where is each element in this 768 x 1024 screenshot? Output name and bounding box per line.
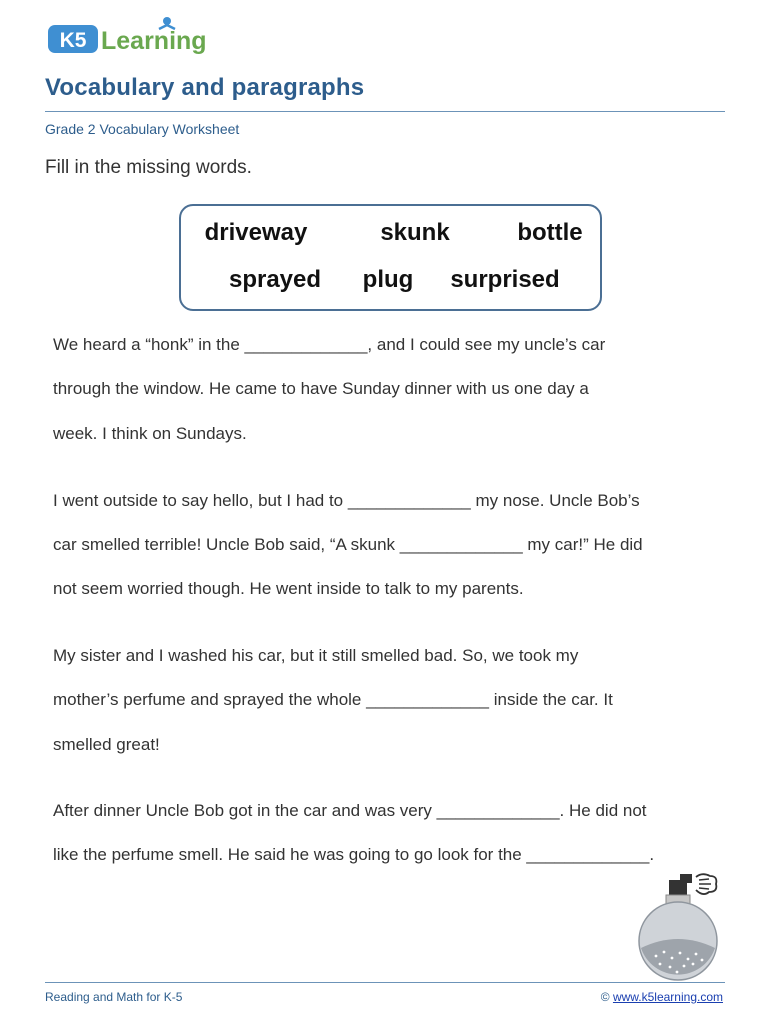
title-divider xyxy=(45,111,725,112)
footer-link-area xyxy=(601,990,723,1004)
word-bank-item: skunk xyxy=(380,219,450,246)
paragraph-line: through the window. He came to have Sunday dinner with us one day a xyxy=(53,379,589,398)
logo-learning-text: Learning xyxy=(101,27,207,55)
word-bank-item: bottle xyxy=(517,219,583,246)
paragraph-line: My sister and I washed his car, but it still smelled bad. So, we took my xyxy=(53,646,579,665)
footer-divider xyxy=(45,982,725,983)
word-bank-item: driveway xyxy=(204,219,308,246)
word-bank xyxy=(179,204,602,311)
perfume-bottle-icon xyxy=(630,868,722,982)
page-subtitle: Grade 2 Vocabulary Worksheet xyxy=(45,121,240,137)
paragraph-line: like the perfume smell. He said he was going to go look for the _____________. xyxy=(53,845,655,864)
logo-k5-text: K5 xyxy=(59,29,87,52)
paragraph-line: car smelled terrible! Uncle Bob said, “A skunk _____________ my car!” He did xyxy=(53,535,643,554)
paragraph-line: not seem worried though. He went inside to talk to my parents. xyxy=(53,579,524,598)
k5-learning-logo xyxy=(46,14,216,58)
page-title: Vocabulary and paragraphs xyxy=(45,74,365,101)
copyright-symbol: © xyxy=(600,990,610,1004)
word-bank-item: surprised xyxy=(450,266,560,293)
footer-tagline: Reading and Math for K-5 xyxy=(45,990,183,1004)
paragraph-line: week. I think on Sundays. xyxy=(53,424,247,443)
instructions: Fill in the missing words. xyxy=(45,157,252,178)
paragraph-line: After dinner Uncle Bob got in the car and was very _____________. He did not xyxy=(53,801,647,820)
word-bank-item: sprayed xyxy=(228,266,322,293)
paragraph-line: smelled great! xyxy=(53,735,160,754)
paragraph-line: We heard a “honk” in the _____________, and I could see my uncle’s car xyxy=(53,335,606,354)
paragraph-line: mother’s perfume and sprayed the whole _____________ inside the car. It xyxy=(53,690,613,709)
word-bank-item: plug xyxy=(362,266,414,293)
website-link[interactable]: www.k5learning.com xyxy=(612,990,723,1004)
paragraph-line: I went outside to say hello, but I had to _____________ my nose. Uncle Bob’s xyxy=(53,491,640,510)
